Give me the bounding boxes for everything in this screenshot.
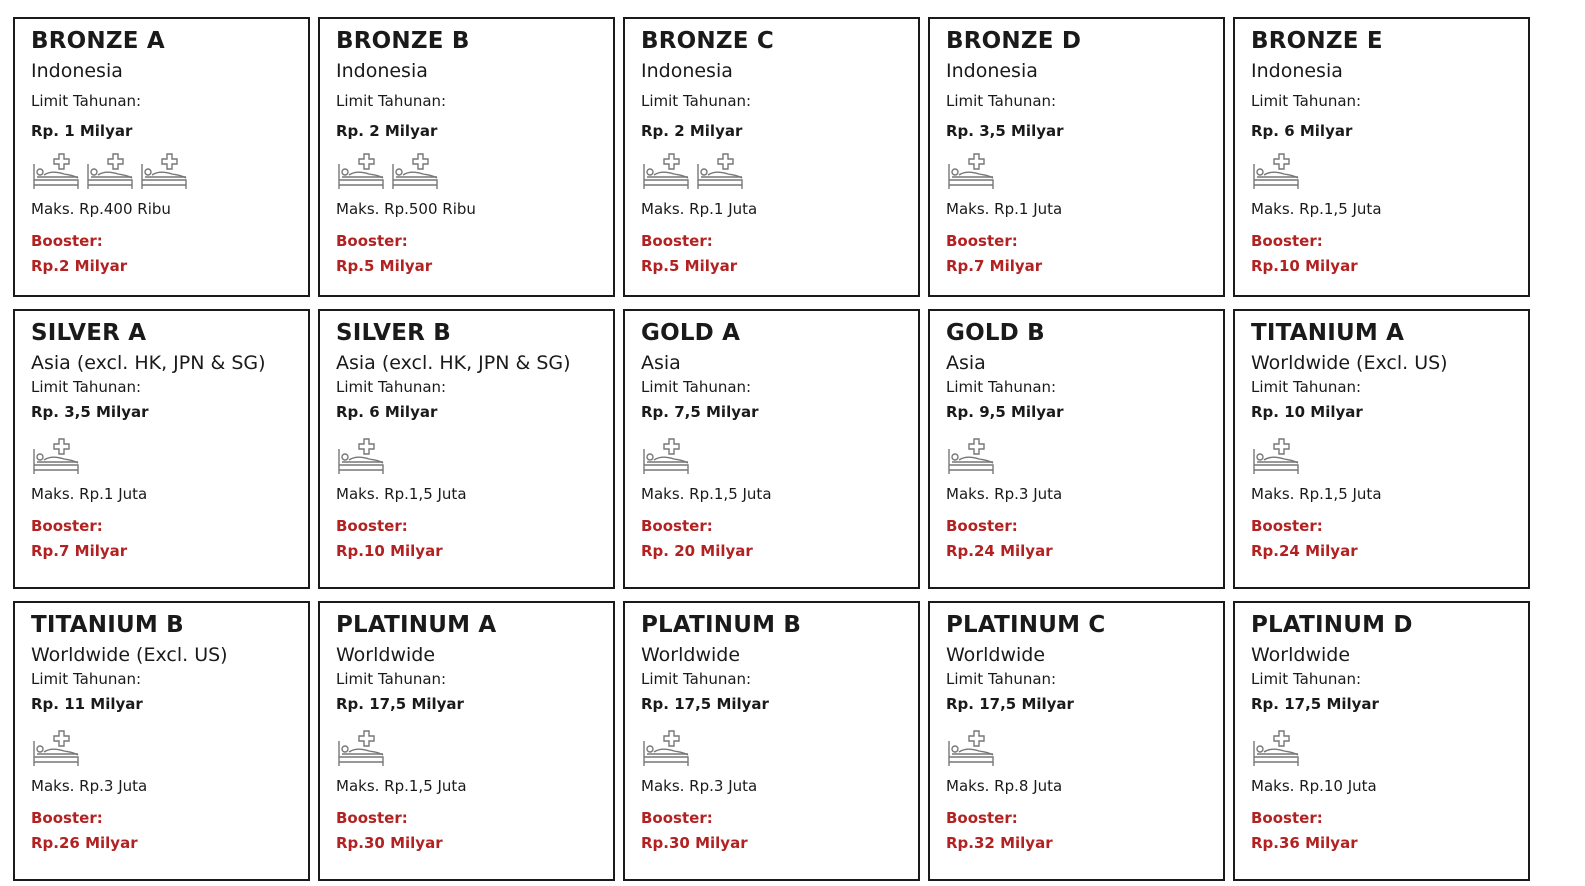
plan-name: PLATINUM C [946, 612, 1106, 638]
hospital-bed-icon [139, 151, 189, 191]
room-max-text: Maks. Rp.3 Juta [31, 777, 148, 795]
booster-label: Booster: [1251, 517, 1323, 535]
plan-name: BRONZE C [641, 28, 774, 54]
bed-icons [336, 436, 599, 476]
bed-icons [946, 728, 1209, 768]
plan-card [1233, 309, 1530, 589]
hospital-bed-icon [336, 151, 386, 191]
annual-limit-value: Rp. 6 Milyar [1251, 122, 1353, 140]
annual-limit-label: Limit Tahunan: [946, 670, 1057, 688]
plan-name: BRONZE B [336, 28, 470, 54]
room-max-text: Maks. Rp.1,5 Juta [1251, 485, 1382, 503]
annual-limit-value: Rp. 11 Milyar [31, 695, 143, 713]
bed-icons [31, 728, 294, 768]
booster-label: Booster: [641, 232, 713, 250]
plan-name: BRONZE E [1251, 28, 1383, 54]
bed-icons [641, 436, 904, 476]
annual-limit-value: Rp. 10 Milyar [1251, 403, 1363, 421]
plan-card [1233, 17, 1530, 297]
annual-limit-value: Rp. 17,5 Milyar [946, 695, 1074, 713]
plan-name: GOLD A [641, 320, 741, 346]
booster-value: Rp.26 Milyar [31, 834, 138, 852]
hospital-bed-icon [31, 436, 81, 476]
annual-limit-label: Limit Tahunan: [946, 92, 1057, 110]
plan-card [318, 17, 615, 297]
annual-limit-value: Rp. 2 Milyar [641, 122, 743, 140]
booster-value: Rp.2 Milyar [31, 257, 128, 275]
annual-limit-label: Limit Tahunan: [946, 378, 1057, 396]
plan-name: SILVER A [31, 320, 147, 346]
plan-card [318, 601, 615, 881]
plan-name: BRONZE D [946, 28, 1082, 54]
booster-value: Rp.7 Milyar [31, 542, 128, 560]
plan-name: PLATINUM B [641, 612, 802, 638]
hospital-bed-icon [31, 151, 81, 191]
room-max-text: Maks. Rp.10 Juta [1251, 777, 1377, 795]
plan-region: Indonesia [1251, 60, 1343, 82]
annual-limit-value: Rp. 17,5 Milyar [336, 695, 464, 713]
annual-limit-label: Limit Tahunan: [1251, 670, 1362, 688]
booster-label: Booster: [336, 232, 408, 250]
room-max-text: Maks. Rp.1 Juta [641, 200, 758, 218]
hospital-bed-icon [946, 728, 996, 768]
plan-region: Worldwide [336, 644, 436, 666]
annual-limit-label: Limit Tahunan: [641, 378, 752, 396]
annual-limit-value: Rp. 17,5 Milyar [641, 695, 769, 713]
hospital-bed-icon [946, 151, 996, 191]
room-max-text: Maks. Rp.1,5 Juta [641, 485, 772, 503]
annual-limit-value: Rp. 17,5 Milyar [1251, 695, 1379, 713]
room-max-text: Maks. Rp.3 Juta [946, 485, 1063, 503]
annual-limit-value: Rp. 3,5 Milyar [946, 122, 1064, 140]
plan-name: TITANIUM A [1251, 320, 1405, 346]
plan-region: Asia [946, 352, 986, 374]
plan-region: Indonesia [336, 60, 428, 82]
annual-limit-label: Limit Tahunan: [641, 670, 752, 688]
booster-label: Booster: [336, 517, 408, 535]
plan-region: Asia [641, 352, 681, 374]
hospital-bed-icon [641, 728, 691, 768]
booster-label: Booster: [946, 517, 1018, 535]
room-max-text: Maks. Rp.1,5 Juta [336, 485, 467, 503]
annual-limit-label: Limit Tahunan: [31, 92, 142, 110]
bed-icons [946, 151, 1209, 191]
annual-limit-value: Rp. 2 Milyar [336, 122, 438, 140]
plan-card [623, 17, 920, 297]
annual-limit-value: Rp. 7,5 Milyar [641, 403, 759, 421]
plan-name: BRONZE A [31, 28, 165, 54]
annual-limit-label: Limit Tahunan: [336, 670, 447, 688]
room-max-text: Maks. Rp.1,5 Juta [1251, 200, 1382, 218]
plan-region: Worldwide [641, 644, 741, 666]
plan-region: Indonesia [31, 60, 123, 82]
plan-name: GOLD B [946, 320, 1045, 346]
bed-icons [641, 151, 904, 191]
plan-grid [13, 17, 1530, 881]
bed-icons [31, 151, 294, 191]
booster-label: Booster: [336, 809, 408, 827]
hospital-bed-icon [31, 728, 81, 768]
room-max-text: Maks. Rp.400 Ribu [31, 200, 171, 218]
booster-label: Booster: [641, 809, 713, 827]
plan-region: Asia (excl. HK, JPN & SG) [31, 352, 266, 374]
annual-limit-label: Limit Tahunan: [1251, 378, 1362, 396]
booster-value: Rp.5 Milyar [641, 257, 738, 275]
annual-limit-label: Limit Tahunan: [336, 378, 447, 396]
bed-icons [946, 436, 1209, 476]
plan-card [13, 309, 310, 589]
annual-limit-value: Rp. 3,5 Milyar [31, 403, 149, 421]
plan-region: Worldwide [946, 644, 1046, 666]
bed-icons [1251, 151, 1514, 191]
room-max-text: Maks. Rp.1,5 Juta [336, 777, 467, 795]
plan-name: SILVER B [336, 320, 451, 346]
booster-label: Booster: [946, 232, 1018, 250]
plan-region: Worldwide (Excl. US) [31, 644, 228, 666]
booster-value: Rp.30 Milyar [336, 834, 443, 852]
plan-card [1233, 601, 1530, 881]
bed-icons [336, 151, 599, 191]
plan-card [13, 17, 310, 297]
bed-icons [1251, 436, 1514, 476]
plan-region: Indonesia [946, 60, 1038, 82]
annual-limit-value: Rp. 6 Milyar [336, 403, 438, 421]
plan-card [928, 17, 1225, 297]
annual-limit-value: Rp. 1 Milyar [31, 122, 133, 140]
booster-value: Rp.10 Milyar [1251, 257, 1358, 275]
bed-icons [336, 728, 599, 768]
booster-label: Booster: [31, 517, 103, 535]
plan-card [318, 309, 615, 589]
plan-region: Indonesia [641, 60, 733, 82]
plan-card [623, 601, 920, 881]
room-max-text: Maks. Rp.3 Juta [641, 777, 758, 795]
booster-value: Rp.10 Milyar [336, 542, 443, 560]
bed-icons [641, 728, 904, 768]
hospital-bed-icon [390, 151, 440, 191]
annual-limit-label: Limit Tahunan: [641, 92, 752, 110]
booster-label: Booster: [641, 517, 713, 535]
plan-region: Worldwide [1251, 644, 1351, 666]
hospital-bed-icon [641, 436, 691, 476]
hospital-bed-icon [1251, 151, 1301, 191]
booster-value: Rp.24 Milyar [946, 542, 1053, 560]
booster-value: Rp.30 Milyar [641, 834, 748, 852]
hospital-bed-icon [336, 728, 386, 768]
booster-value: Rp.7 Milyar [946, 257, 1043, 275]
plan-card [928, 309, 1225, 589]
booster-value: Rp.32 Milyar [946, 834, 1053, 852]
hospital-bed-icon [336, 436, 386, 476]
booster-label: Booster: [31, 232, 103, 250]
plan-card [13, 601, 310, 881]
hospital-bed-icon [695, 151, 745, 191]
annual-limit-value: Rp. 9,5 Milyar [946, 403, 1064, 421]
plan-card [623, 309, 920, 589]
annual-limit-label: Limit Tahunan: [1251, 92, 1362, 110]
plan-name: PLATINUM A [336, 612, 497, 638]
annual-limit-label: Limit Tahunan: [336, 92, 447, 110]
booster-label: Booster: [1251, 232, 1323, 250]
room-max-text: Maks. Rp.1 Juta [946, 200, 1063, 218]
booster-label: Booster: [946, 809, 1018, 827]
plan-region: Asia (excl. HK, JPN & SG) [336, 352, 571, 374]
room-max-text: Maks. Rp.500 Ribu [336, 200, 476, 218]
hospital-bed-icon [85, 151, 135, 191]
plan-card [928, 601, 1225, 881]
annual-limit-label: Limit Tahunan: [31, 670, 142, 688]
booster-value: Rp. 20 Milyar [641, 542, 753, 560]
hospital-bed-icon [1251, 436, 1301, 476]
plan-name: TITANIUM B [31, 612, 184, 638]
bed-icons [1251, 728, 1514, 768]
hospital-bed-icon [641, 151, 691, 191]
booster-label: Booster: [31, 809, 103, 827]
booster-label: Booster: [1251, 809, 1323, 827]
bed-icons [31, 436, 294, 476]
annual-limit-label: Limit Tahunan: [31, 378, 142, 396]
hospital-bed-icon [1251, 728, 1301, 768]
plan-name: PLATINUM D [1251, 612, 1413, 638]
plan-region: Worldwide (Excl. US) [1251, 352, 1448, 374]
booster-value: Rp.36 Milyar [1251, 834, 1358, 852]
booster-value: Rp.5 Milyar [336, 257, 433, 275]
booster-value: Rp.24 Milyar [1251, 542, 1358, 560]
room-max-text: Maks. Rp.8 Juta [946, 777, 1063, 795]
room-max-text: Maks. Rp.1 Juta [31, 485, 148, 503]
hospital-bed-icon [946, 436, 996, 476]
